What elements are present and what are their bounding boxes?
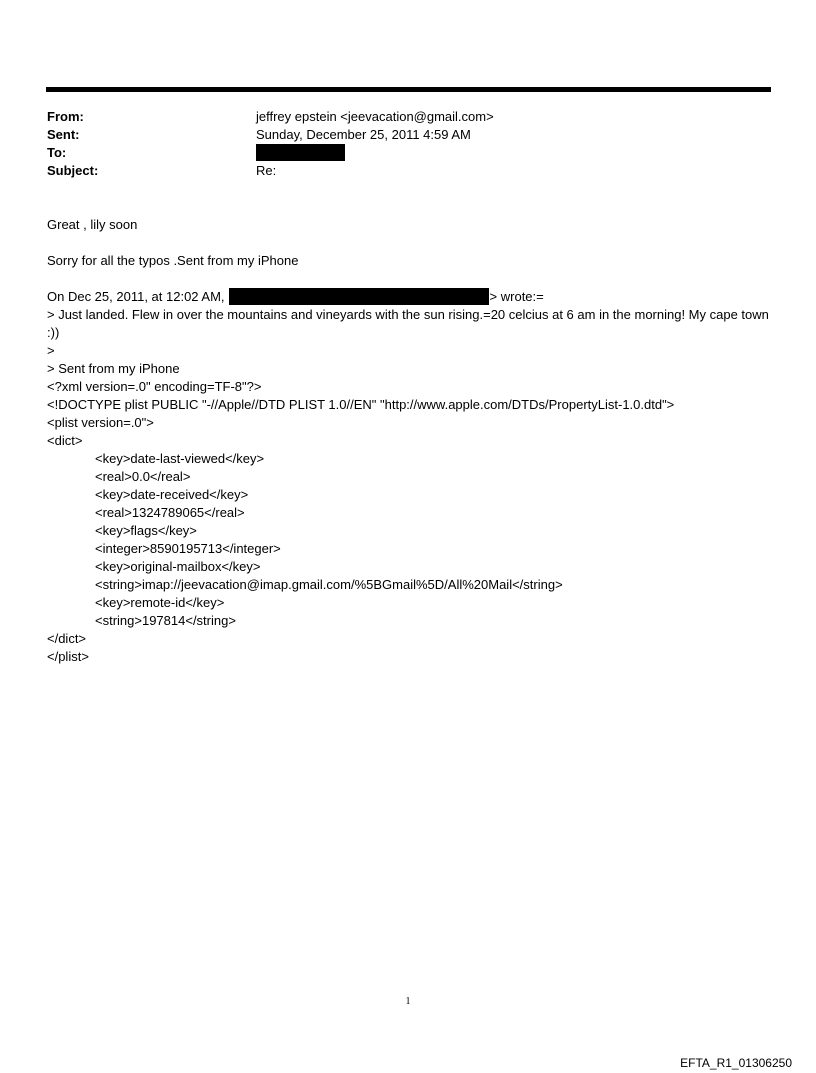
- subject-label: Subject:: [47, 163, 99, 178]
- xml-line: <dict>: [47, 433, 83, 448]
- subject-value: Re:: [256, 163, 277, 178]
- quoted-line: >: [47, 343, 55, 358]
- dict-line: <real>1324789065</real>: [95, 505, 245, 520]
- xml-line: <?xml version=.0" encoding=TF-8"?>: [47, 379, 262, 394]
- from-value: jeffrey epstein <jeevacation@gmail.com>: [256, 109, 494, 124]
- dict-line: <string>imap://jeevacation@imap.gmail.com/%5BGmail%5D/All%20Mail</string>: [95, 577, 563, 592]
- wrote-prefix: On Dec 25, 2011, at 12:02 AM,: [47, 289, 225, 304]
- quoted-line: > Sent from my iPhone: [47, 361, 180, 376]
- dict-line: <key>flags</key>: [95, 523, 197, 538]
- header-rule: [46, 87, 771, 92]
- dict-line: <integer>8590195713</integer>: [95, 541, 281, 556]
- email-body: [47, 216, 772, 666]
- sent-label: Sent:: [47, 127, 80, 142]
- dict-line: <key>remote-id</key>: [95, 595, 225, 610]
- dict-line: <string>197814</string>: [95, 613, 236, 628]
- wrote-suffix: > wrote:=: [489, 289, 544, 304]
- sent-value: Sunday, December 25, 2011 4:59 AM: [256, 127, 471, 142]
- xml-line: </dict>: [47, 631, 87, 646]
- redaction-box: [256, 144, 345, 161]
- to-value: [256, 144, 747, 162]
- body-line: Sorry for all the typos .Sent from my iPhone: [47, 253, 299, 268]
- document-id: EFTA_R1_01306250: [680, 1056, 792, 1070]
- from-row: [47, 108, 747, 126]
- quoted-line: > Just landed. Flew in over the mountains and vineyards with the sun rising.=20 celcius at 6 am in the morning! My cape town :)): [47, 307, 769, 340]
- subject-row: [47, 162, 747, 180]
- to-row: [47, 144, 747, 162]
- dict-line: <key>date-received</key>: [95, 487, 249, 502]
- email-header: [47, 108, 747, 180]
- xml-line: </plist>: [47, 649, 89, 664]
- to-label: To:: [47, 145, 67, 160]
- from-label: From:: [47, 109, 84, 124]
- dict-line: <real>0.0</real>: [95, 469, 191, 484]
- dict-line: <key>original-mailbox</key>: [95, 559, 261, 574]
- body-line: Great , lily soon: [47, 217, 138, 232]
- redaction-box: [229, 288, 489, 305]
- dict-line: <key>date-last-viewed</key>: [95, 451, 265, 466]
- xml-line: <plist version=.0">: [47, 415, 154, 430]
- page-number: 1: [405, 996, 411, 1007]
- xml-line: <!DOCTYPE plist PUBLIC "-//Apple//DTD PLIST 1.0//EN" "http://www.apple.com/DTDs/PropertyList-1.0.dtd">: [47, 397, 675, 412]
- sent-row: [47, 126, 747, 144]
- wrote-line: [47, 288, 772, 306]
